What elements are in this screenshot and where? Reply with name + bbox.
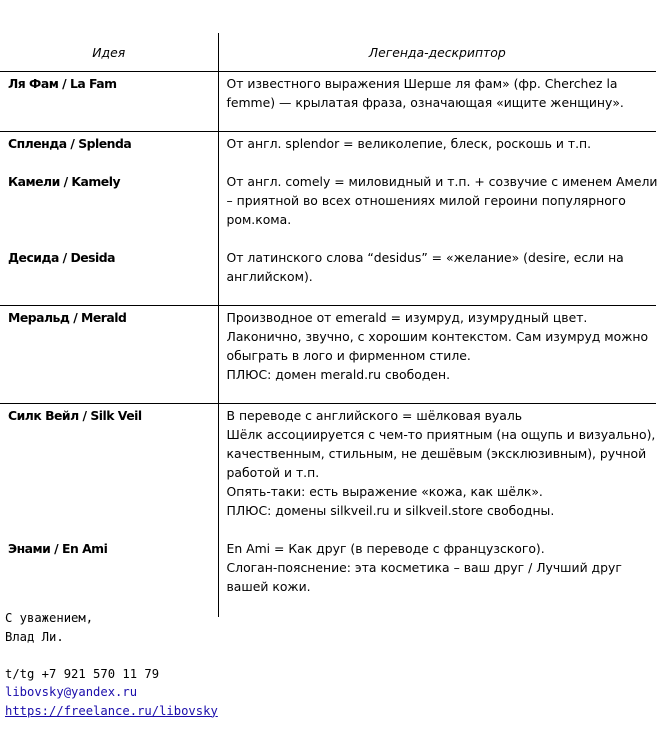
table-row [0,404,656,521]
table-row [0,72,656,113]
table-row [0,132,656,154]
description-line: качественным, стильным, не дешёвым (эксклюзивным), ручной [226,446,647,461]
spacer-row [0,520,656,539]
description-line: В переводе с английского = шёлковая вуаль [226,408,523,423]
description-line: Слоган-пояснение: эта косметика – ваш друг / Лучший друг [226,560,622,575]
signature-email-link[interactable]: libovsky@yandex.ru [5,685,138,699]
idea-description [218,306,656,385]
idea-name: Камели / Kamely [0,172,218,229]
description-line: Опять-таки: есть выражение «кожа, как шёлк». [226,484,543,499]
spacer-row [0,286,656,306]
spacer-row [0,112,656,132]
description-line: От известного выражения Шерше ля фам» (фр. Cherchez la [226,76,618,91]
description-line: обыграть в лого и фирменном стиле. [226,348,471,363]
table-row [0,248,656,286]
signature-url-link[interactable]: https://freelance.ru/libovsky [5,703,218,718]
idea-name: Десида / Desida [0,248,218,286]
description-line: От англ. splendor = великолепие, блеск, роскошь и т.п. [226,136,592,151]
table-row [0,539,656,596]
description-line: От англ. comely = миловидный и т.п. + созвучие с именем Амели [226,174,658,189]
description-line: Шёлк ассоциируется с чем-то приятным (на ощупь и визуально), [226,427,656,442]
spacer-row [0,384,656,404]
idea-description [218,404,656,521]
description-line: femme) — крылатая фраза, означающая «ищите женщину». [226,95,624,110]
spacer-row [0,229,656,248]
signature-phone: t/tg +7 921 570 11 79 [5,666,160,681]
signature-greeting: С уважением, [5,611,94,625]
description-line: Лаконично, звучно, с хорошим контекстом. Сам изумруд можно [226,329,649,344]
description-line: ПЛЮС: домен merald.ru свободен. [226,367,451,382]
description-line: работой и т.п. [226,465,320,480]
idea-description [218,132,656,154]
idea-description [218,248,656,286]
table-row [0,172,656,229]
description-line: Производное от emerald = изумруд, изумрудный цвет. [226,310,588,325]
spacer-row [0,153,656,172]
description-line: En Ami = Как друг (в переводе с французского). [226,541,545,556]
idea-description [218,539,656,596]
description-line: От латинского слова “desidus” = «желание» (desire, если на [226,250,624,265]
description-line: – приятной во всех отношениях милой героини популярного [226,193,626,208]
signature-name: Влад Ли. [5,629,64,644]
table-header-row [0,33,656,72]
description-line: вашей кожи. [226,579,311,594]
idea-name: Ля Фам / La Fam [0,72,218,113]
idea-name: Силк Вейл / Silk Veil [0,404,218,521]
idea-name: Энами / En Ami [0,539,218,596]
idea-description [218,72,656,113]
idea-description [218,172,656,229]
description-line: ПЛЮС: домены silkveil.ru и silkveil.store свободны. [226,503,555,518]
header-legend: Легенда-дескриптор [218,33,656,72]
idea-name: Спленда / Splenda [0,132,218,154]
email-signature [5,609,218,720]
table-row [0,306,656,385]
description-line: ром.кома. [226,212,292,227]
header-idea: Идея [0,33,218,72]
idea-name: Меральд / Merald [0,306,218,385]
description-line: английском). [226,269,313,284]
ideas-table [0,33,656,617]
